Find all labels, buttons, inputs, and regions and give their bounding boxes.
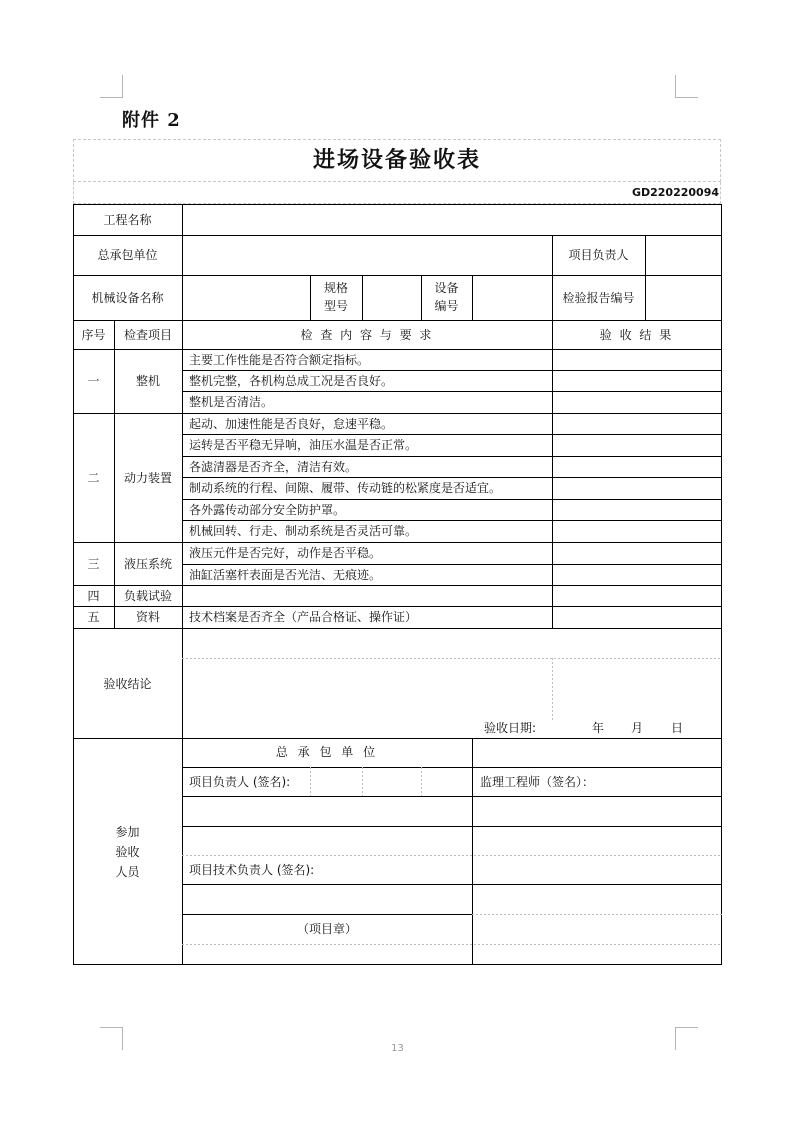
project-name-label: 工程名称 [103,213,152,227]
tech-lead-signature-label: 项目技术负责人 (签名): [189,863,315,877]
group-item: 液压系统 [123,557,172,571]
conclusion-label: 验收结论 [103,677,152,691]
requirement-text: 技术档案是否齐全（产品合格证、操作证） [189,610,418,624]
project-manager-label: 项目负责人 [568,248,629,262]
group-item: 动力装置 [123,471,172,485]
date-day: 日 [671,721,684,735]
attachment-label: 附件 2 [122,110,181,131]
requirement-text: 整机是否清洁。 [189,395,274,409]
group-seq: 一 [87,374,100,388]
col-result: 验 收 结 果 [599,328,674,342]
group-seq: 二 [87,471,100,485]
group-item: 整机 [135,374,160,388]
inspection-report-label: 检验报告编号 [562,291,635,305]
requirement-text: 运转是否平稳无异响，油压水温是否正常。 [189,438,418,452]
project-seal-label: （项目章） [296,922,357,936]
col-seq: 序号 [81,328,106,342]
requirement-text: 起动、加速性能是否良好，怠速平稳。 [189,417,394,431]
participants-label-line2: 验收 [115,845,140,859]
participants-label-line1: 参加 [115,825,140,839]
participants-label-line3: 人员 [115,865,140,879]
spec-label-line1: 规格 [323,281,348,295]
requirement-text: 制动系统的行程、间隙、履带、传动链的松紧度是否适宜。 [189,481,502,495]
col-content: 检 查 内 容 与 要 求 [300,328,434,342]
document-title: 进场设备验收表 [312,148,481,173]
group-seq: 四 [87,589,100,603]
requirement-text: 液压元件是否完好，动作是否平稳。 [189,546,382,560]
col-item: 检查项目 [123,328,172,342]
document-code: GD220220094 [631,186,719,199]
equipment-name-label: 机械设备名称 [91,291,164,305]
requirement-text: 各滤清器是否齐全，清洁有效。 [189,460,358,474]
date-month: 月 [631,721,644,735]
requirement-text: 主要工作性能是否符合额定指标。 [189,353,370,367]
requirement-text: 机械回转、行走、制动系统是否灵活可靠。 [189,524,418,538]
requirement-text: 整机完整，各机构总成工况是否良好。 [189,374,394,388]
equip-no-label-line2: 编号 [434,299,459,313]
group-item: 资料 [135,610,160,624]
group-seq: 三 [87,557,100,571]
acceptance-date-label: 验收日期: [484,721,537,735]
general-contractor-label: 总承包单位 [97,248,158,262]
supervisor-signature-label: 监理工程师（签名）： [480,775,595,789]
pm-signature-label: 项目负责人 (签名): [189,775,291,789]
requirement-text: 油缸活塞杆表面是否光洁、无痕迹。 [189,568,382,582]
group-item: 负载试验 [123,589,172,603]
date-year: 年 [592,721,605,735]
spec-label-line2: 型号 [323,299,348,313]
contractor-header: 总 承 包 单 位 [275,745,379,759]
group-seq: 五 [87,610,100,624]
page-number: 13 [391,1043,404,1054]
requirement-text: 各外露传动部分安全防护罩。 [189,503,346,517]
equip-no-label-line1: 设备 [434,281,459,295]
